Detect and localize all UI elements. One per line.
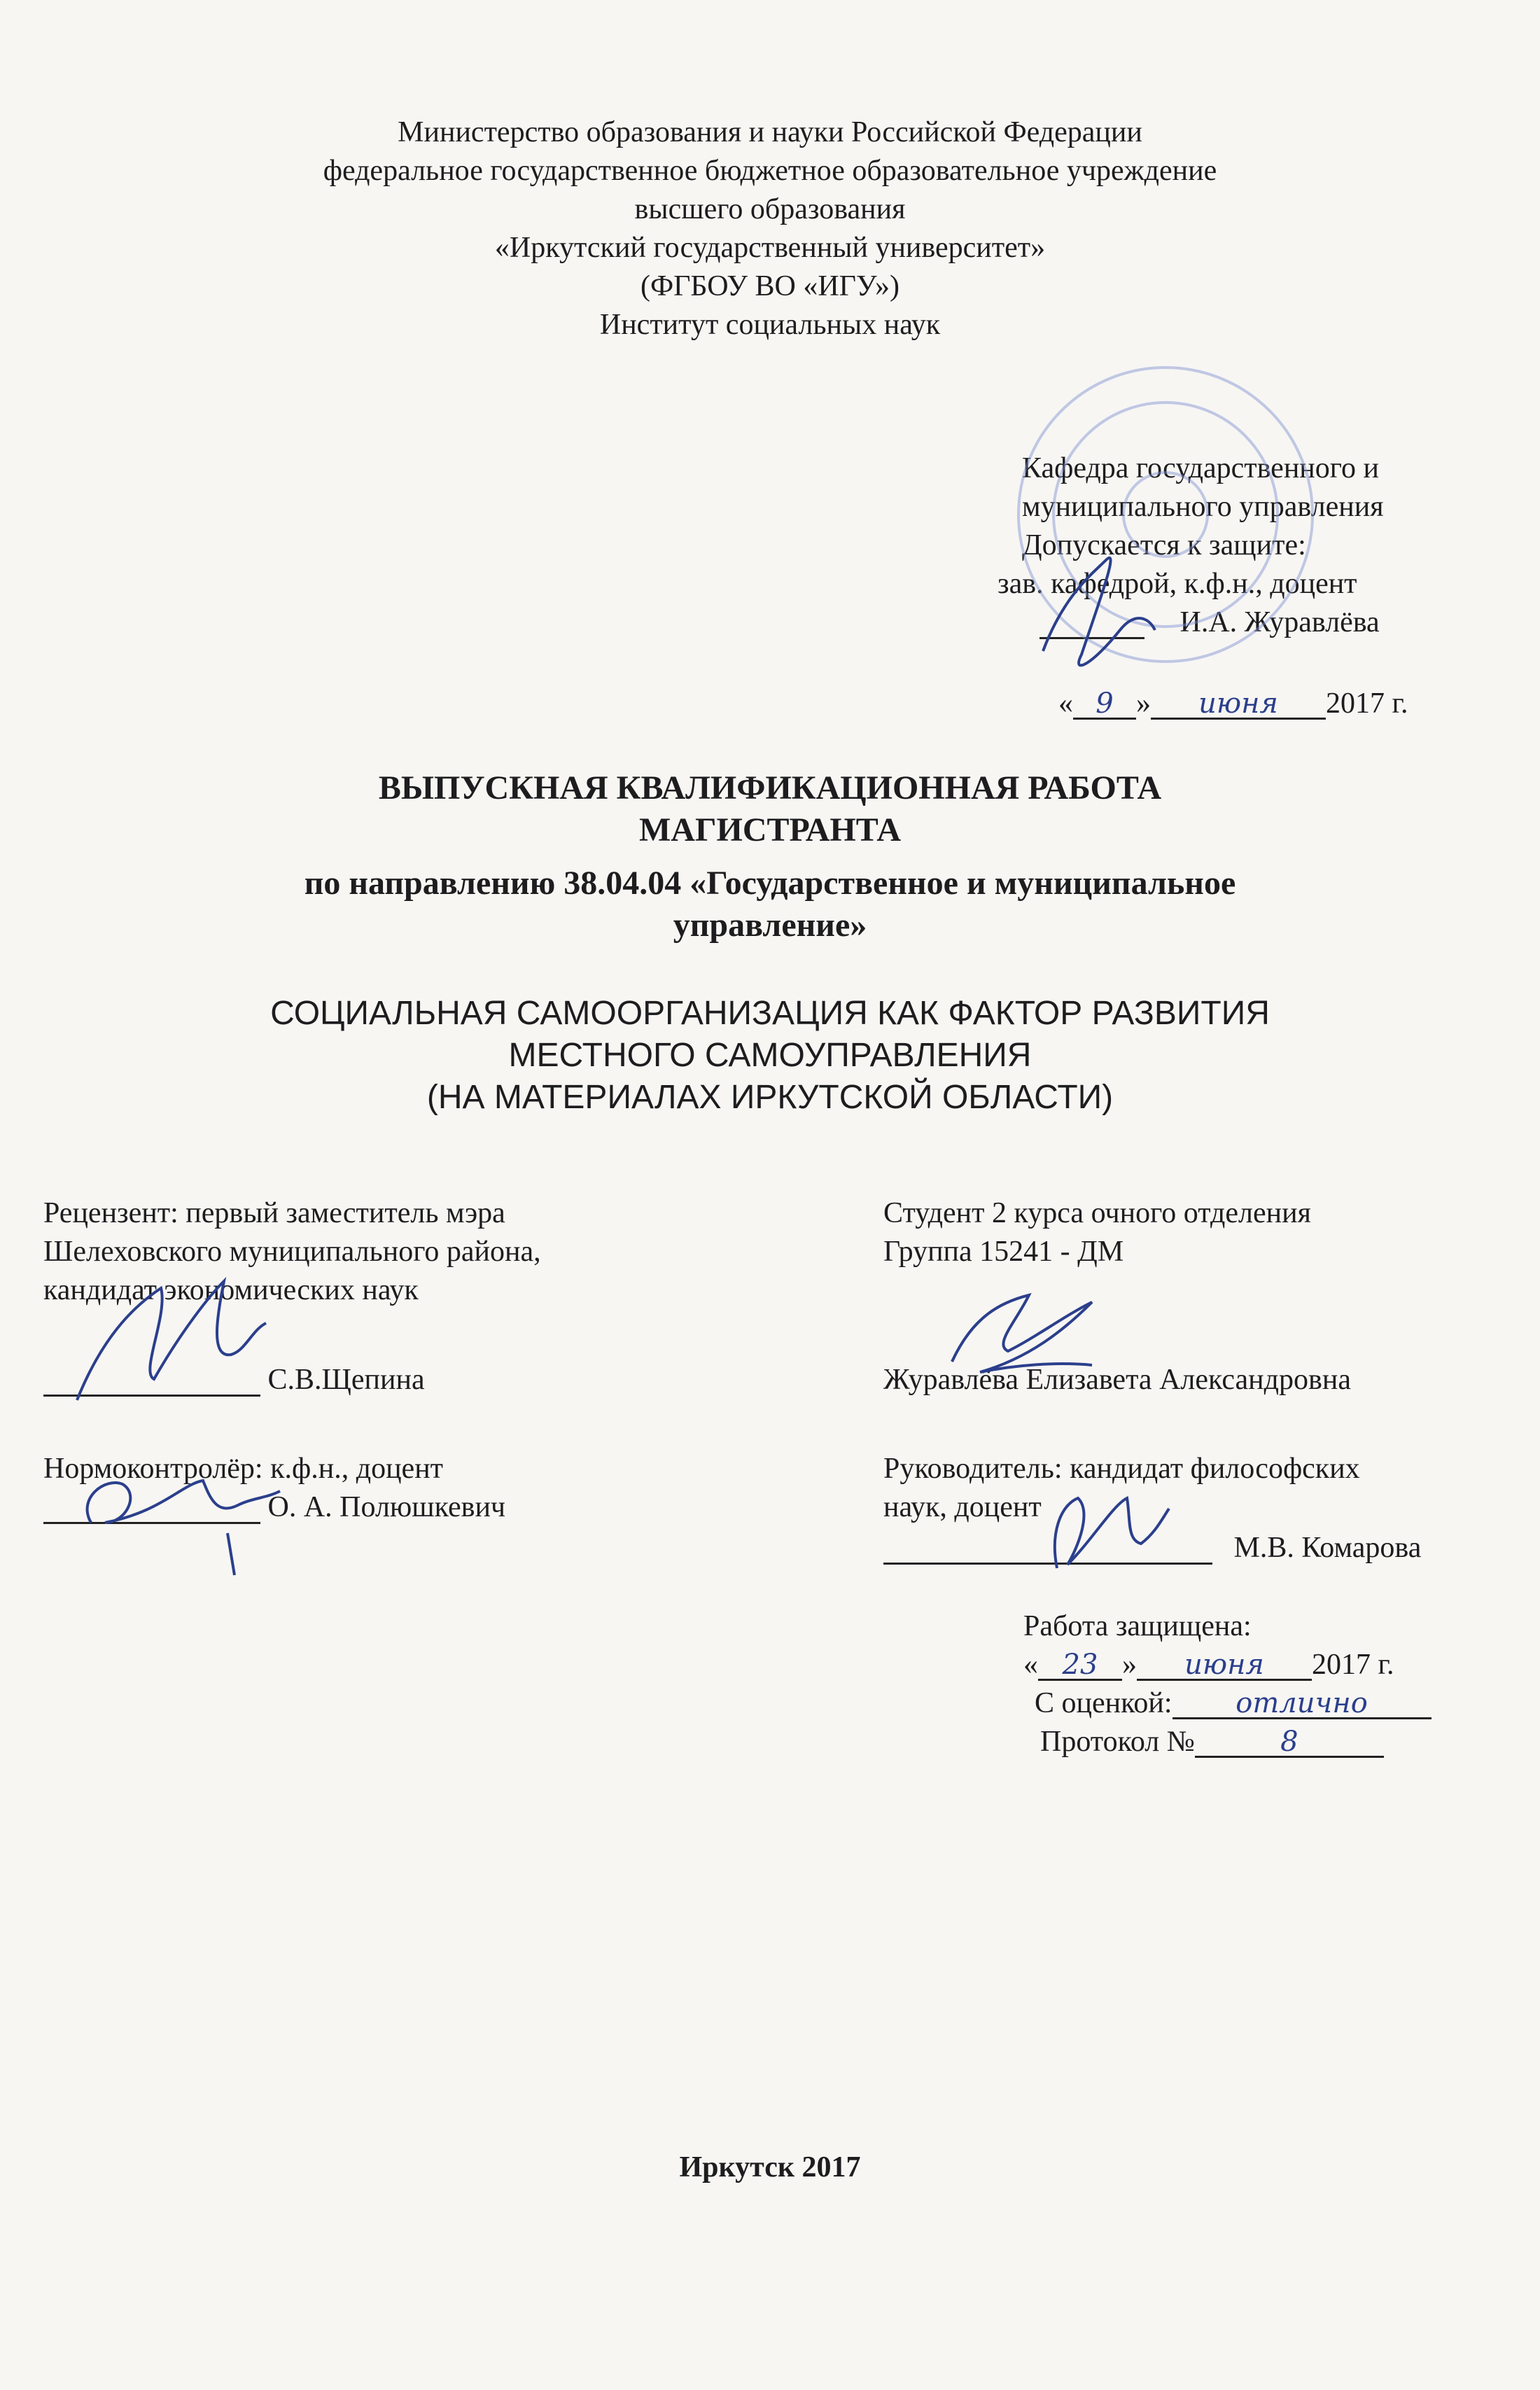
supervisor-line-2: наук, доцент (883, 1491, 1042, 1523)
student-line-1: Студент 2 курса очного отделения (883, 1197, 1311, 1229)
supervisor-signature-row (883, 1533, 1421, 1565)
defense-date-open-quote: « (1023, 1649, 1038, 1681)
city-year: Иркутск 2017 (679, 2151, 861, 2183)
topic-line-1: СОЦИАЛЬНАЯ САМООРГАНИЗАЦИЯ КАК ФАКТОР РАЗВИТИЯ (270, 995, 1270, 1032)
supervisor-signature-blank (883, 1533, 1212, 1565)
protocol-number: 8 (1195, 1728, 1384, 1758)
approval-date-month: июня (1151, 690, 1326, 720)
direction-line-1: по направлению 38.04.04 «Государственное и муниципальное (304, 865, 1236, 902)
protocol-row (1040, 1727, 1384, 1758)
reviewer-line-3: кандидат экономических наук (43, 1274, 419, 1306)
institution-type-line: федеральное государственное бюджетное образовательное учреждение (323, 155, 1217, 187)
approval-date-year: 2017 г. (1326, 687, 1408, 720)
defense-date-row (1023, 1650, 1394, 1681)
student-signature (952, 1295, 1092, 1372)
protocol-label: Протокол № (1040, 1726, 1195, 1758)
normcontrol-signature-row (43, 1493, 505, 1524)
approval-date-row (1058, 689, 1408, 720)
head-name: И.А. Журавлёва (1180, 606, 1380, 638)
defense-date-day: 23 (1038, 1651, 1122, 1681)
normcontrol-name: О. А. Полюшкевич (267, 1491, 506, 1523)
student-line-2: Группа 15241 - ДМ (883, 1236, 1124, 1268)
head-of-department-line: зав. кафедрой, к.ф.н., доцент (997, 568, 1357, 600)
normcontrol-line-1: Нормоконтролёр: к.ф.н., доцент (43, 1453, 444, 1485)
university-abbr-line: (ФГБОУ ВО «ИГУ») (640, 270, 900, 302)
direction-line-2: управление» (673, 907, 867, 944)
ministry-line: Министерство образования и науки Российской Федерации (398, 116, 1142, 148)
supervisor-line-1: Руководитель: кандидат философских (883, 1453, 1360, 1485)
department-line-2: муниципального управления (1022, 491, 1384, 523)
defense-label: Работа защищена: (1023, 1610, 1252, 1642)
head-signature-row (1040, 608, 1380, 639)
defense-date-month: июня (1137, 1651, 1312, 1681)
approval-date-open-quote: « (1058, 687, 1073, 720)
topic-line-3: (НА МАТЕРИАЛАХ ИРКУТСКОЙ ОБЛАСТИ) (426, 1079, 1114, 1116)
defense-date-close-quote: » (1122, 1649, 1137, 1681)
reviewer-line-2: Шелеховского муниципального района, (43, 1236, 541, 1268)
institute-line: Институт социальных наук (599, 309, 941, 341)
work-type-line-1: ВЫПУСКНАЯ КВАЛИФИКАЦИОННАЯ РАБОТА (378, 769, 1162, 806)
head-signature-blank (1040, 608, 1144, 639)
reviewer-line-1: Рецензент: первый заместитель мэра (43, 1197, 505, 1229)
student-name: Журавлёва Елизавета Александровна (883, 1364, 1351, 1396)
education-level-line: высшего образования (634, 193, 906, 225)
reviewer-name: С.В.Щепина (267, 1364, 425, 1396)
university-name-line: «Иркутский государственный университет» (494, 232, 1046, 264)
topic-line-2: МЕСТНОГО САМОУПРАВЛЕНИЯ (508, 1037, 1032, 1074)
reviewer-signature-blank (43, 1365, 260, 1397)
department-line-1: Кафедра государственного и (1022, 452, 1379, 484)
grade-row (1035, 1689, 1432, 1719)
grade-label: С оценкой: (1035, 1687, 1172, 1719)
grade-value: отлично (1172, 1689, 1432, 1719)
normcontrol-signature-blank (43, 1493, 260, 1524)
approval-date-day: 9 (1073, 690, 1136, 720)
approval-date-close-quote: » (1136, 687, 1151, 720)
defense-date-year: 2017 г. (1312, 1649, 1394, 1681)
admit-to-defense-line: Допускается к защите: (1022, 529, 1306, 561)
supervisor-name: М.В. Комарова (1233, 1532, 1422, 1564)
reviewer-signature-row (43, 1365, 425, 1397)
work-type-line-2: МАГИСТРАНТА (639, 811, 901, 848)
